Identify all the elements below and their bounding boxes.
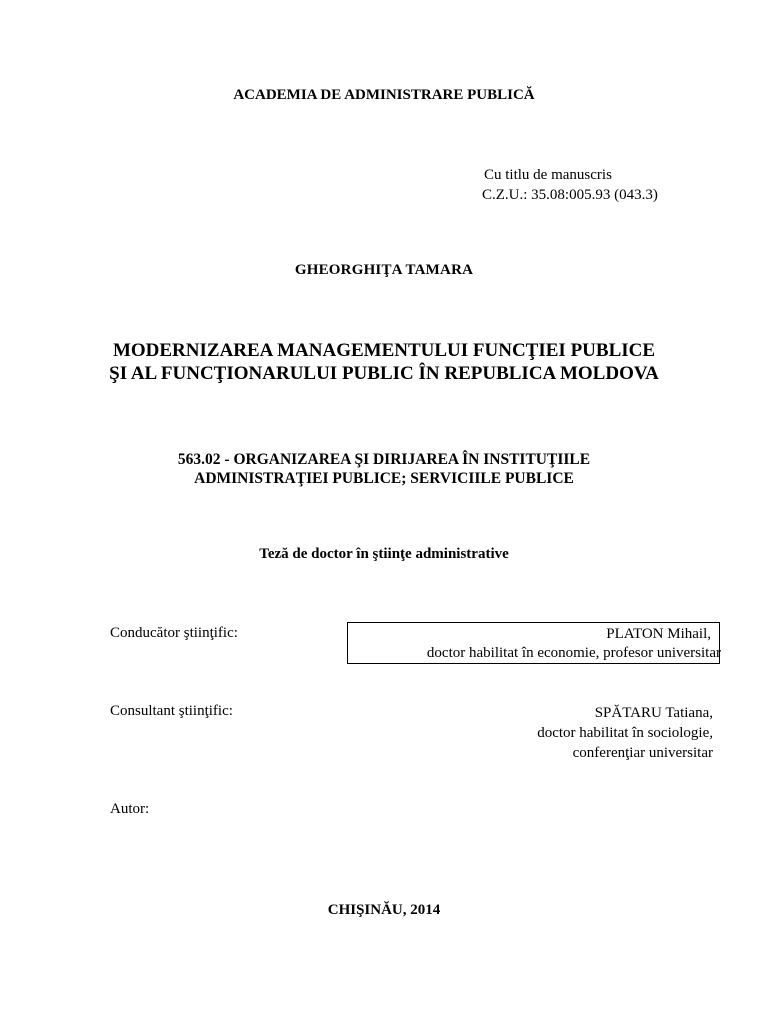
consultant-title-2: conferenţiar universitar	[572, 745, 713, 761]
supervisor-box	[347, 622, 720, 664]
czu-code: C.Z.U.: 35.08:005.93 (043.3)	[482, 187, 658, 203]
city-year: CHIŞINĂU, 2014	[327, 902, 441, 918]
consultant-title-1: doctor habilitat în sociologie,	[537, 725, 713, 741]
manuscript-info	[482, 165, 658, 205]
thesis-title	[0, 339, 768, 385]
consultant-block	[537, 703, 713, 763]
specialty	[0, 450, 768, 488]
autor-label: Autor:	[110, 801, 150, 817]
manuscript-line: Cu titlu de manuscris	[484, 167, 612, 183]
thesis-type: Teză de doctor în ştiinţe administrative	[259, 546, 509, 562]
specialty-line-2: ADMINISTRAŢIEI PUBLICE; SERVICIILE PUBLICE	[194, 470, 574, 487]
consultant-name: SPĂTARU Tatiana,	[594, 705, 713, 721]
supervisor-label: Conducător ştiinţific:	[110, 625, 238, 641]
academy-heading: ACADEMIA DE ADMINISTRARE PUBLICĂ	[233, 87, 535, 103]
consultant-label: Consultant ştiinţific:	[110, 703, 233, 719]
specialty-line-1: 563.02 - ORGANIZAREA ŞI DIRIJAREA ÎN INSTITUŢIILE	[177, 451, 591, 468]
supervisor-title: doctor habilitat în economie, profesor universitar	[426, 645, 721, 661]
thesis-title-line-1: MODERNIZAREA MANAGEMENTULUI FUNCŢIEI PUBLICE	[112, 340, 656, 361]
thesis-title-line-2: ŞI AL FUNCŢIONARULUI PUBLIC ÎN REPUBLICA MOLDOVA	[109, 363, 659, 384]
supervisor-name: PLATON Mihail,	[606, 626, 711, 642]
author-name: GHEORGHIŢA TAMARA	[294, 262, 474, 278]
